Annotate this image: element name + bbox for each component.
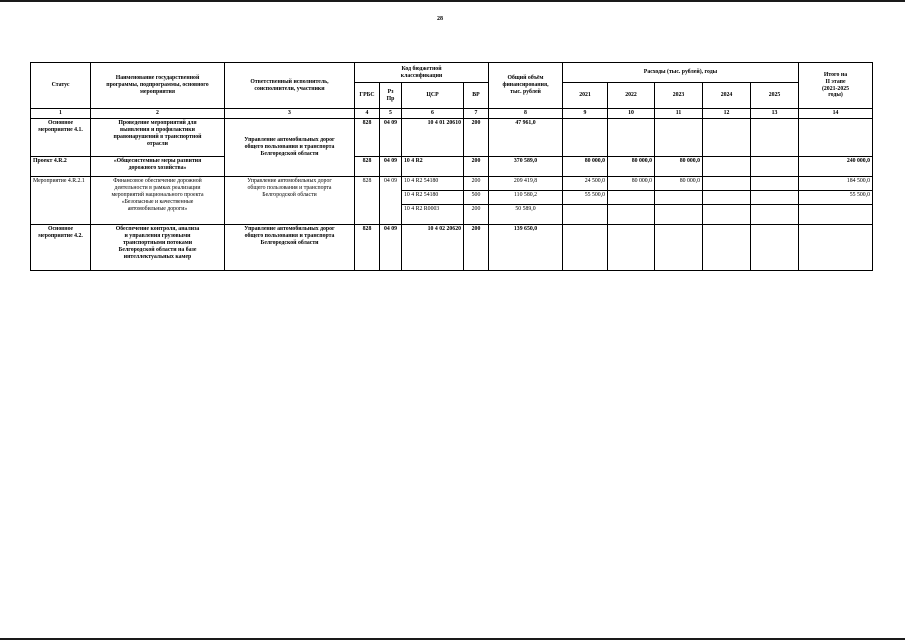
row-status: Проект 4.R.2 [31, 157, 91, 177]
row-2023 [655, 205, 703, 225]
row-vr: 200 [464, 205, 489, 225]
row-2025 [751, 157, 799, 177]
row-grbs: 828 [355, 157, 380, 177]
scan-edge-top [0, 0, 905, 2]
header-status: Статус [31, 63, 91, 109]
row-2023 [655, 191, 703, 205]
row-name: Проведение мероприятий для выявления и профилактики правонарушений в транспортной отрасли [91, 119, 225, 157]
header-year-2021: 2021 [563, 83, 608, 109]
header-csr: ЦСР [402, 83, 464, 109]
header-year-2024: 2024 [703, 83, 751, 109]
row-total: 370 589,0 [489, 157, 563, 177]
row-stage-total [799, 205, 873, 225]
row-2024 [703, 177, 751, 191]
header-executor: Ответственный исполнитель, соисполнители, участники [225, 63, 355, 109]
row-total: 50 589,0 [489, 205, 563, 225]
header-year-2025: 2025 [751, 83, 799, 109]
column-number: 4 [355, 109, 380, 119]
table-row [31, 177, 873, 191]
row-2024 [703, 157, 751, 177]
row-executor: Управление автомобильных дорог общего пользования и транспорта Белгородской области [225, 177, 355, 225]
row-grbs: 828 [355, 225, 380, 271]
row-total: 110 580,2 [489, 191, 563, 205]
row-2023 [655, 225, 703, 271]
header-vr: ВР [464, 83, 489, 109]
row-total: 139 650,0 [489, 225, 563, 271]
row-vr: 200 [464, 177, 489, 191]
row-2023: 80 000,0 [655, 177, 703, 191]
row-total: 47 961,0 [489, 119, 563, 157]
column-number: 5 [380, 109, 402, 119]
row-vr: 200 [464, 119, 489, 157]
page-number: 28 [437, 16, 443, 22]
row-2025 [751, 225, 799, 271]
row-grbs: 828 [355, 119, 380, 157]
row-csr: 10 4 R2 R0003 [402, 205, 464, 225]
row-name: Обеспечение контроля, анализа и управления грузовыми транспортными потоками Белгородской области на базе интеллектуальных камер [91, 225, 225, 271]
table-row [31, 225, 873, 271]
row-csr: 10 4 R2 [402, 157, 464, 177]
row-status: Основное мероприятие 4.1. [31, 119, 91, 157]
column-number: 6 [402, 109, 464, 119]
column-number: 13 [751, 109, 799, 119]
budget-table [30, 62, 873, 271]
row-2024 [703, 225, 751, 271]
row-csr: 10 4 R2 54180 [402, 177, 464, 191]
row-name: «Общесистемные меры развития дорожного хозяйства» [91, 157, 225, 177]
row-2025 [751, 119, 799, 157]
row-vr: 500 [464, 191, 489, 205]
row-2022: 80 000,0 [608, 177, 655, 191]
header-stage-total: Итого на II этапе (2021-2025 годы) [799, 63, 873, 109]
row-csr: 10 4 01 20610 [402, 119, 464, 157]
header-year-2022: 2022 [608, 83, 655, 109]
row-csr: 10 4 R2 54180 [402, 191, 464, 205]
table-row [31, 119, 873, 157]
row-2022 [608, 225, 655, 271]
row-grbs: 828 [355, 177, 380, 225]
header-rz-pr: Рз Пр [380, 83, 402, 109]
row-2021: 24 500,0 [563, 177, 608, 191]
row-2025 [751, 191, 799, 205]
row-2023 [655, 119, 703, 157]
column-number: 9 [563, 109, 608, 119]
header-program-name: Наименование государственной программы, подпрограммы, основного мероприятия [91, 63, 225, 109]
column-number: 12 [703, 109, 751, 119]
row-status: Мероприятие 4.R.2.1 [31, 177, 91, 225]
row-2022 [608, 119, 655, 157]
column-number: 11 [655, 109, 703, 119]
row-2024 [703, 205, 751, 225]
row-executor: Управление автомобильных дорог общего пользования и транспорта Белгородской области [225, 119, 355, 177]
row-vr: 200 [464, 225, 489, 271]
header-year-2023: 2023 [655, 83, 703, 109]
row-vr: 200 [464, 157, 489, 177]
row-stage-total [799, 119, 873, 157]
row-2024 [703, 191, 751, 205]
column-number: 7 [464, 109, 489, 119]
row-2022 [608, 205, 655, 225]
row-stage-total: 240 000,0 [799, 157, 873, 177]
row-stage-total: 184 500,0 [799, 177, 873, 191]
row-2021 [563, 119, 608, 157]
row-total: 209 419,8 [489, 177, 563, 191]
header-expenses: Расходы (тыс. рублей), годы [563, 63, 799, 83]
column-number-row [31, 109, 873, 119]
row-2021 [563, 205, 608, 225]
row-name: Финансовое обеспечение дорожной деятельности в рамках реализации мероприятий национального проекта «Безопасные и качественные автомобильные дороги» [91, 177, 225, 225]
header-grbs: ГРБС [355, 83, 380, 109]
row-rzpr: 04 09 [380, 177, 402, 225]
row-2021: 55 500,0 [563, 191, 608, 205]
row-2025 [751, 177, 799, 191]
column-number: 1 [31, 109, 91, 119]
row-executor: Управление автомобильных дорог общего пользования и транспорта Белгородской области [225, 225, 355, 271]
row-2022 [608, 191, 655, 205]
column-number: 14 [799, 109, 873, 119]
row-rzpr: 04 09 [380, 119, 402, 157]
row-2024 [703, 119, 751, 157]
row-rzpr: 04 09 [380, 225, 402, 271]
row-2025 [751, 205, 799, 225]
header-total-funding: Общий объём финансирования, тыс. рублей [489, 63, 563, 109]
row-stage-total [799, 225, 873, 271]
column-number: 2 [91, 109, 225, 119]
table-row [31, 157, 873, 177]
row-2022: 80 000,0 [608, 157, 655, 177]
row-2021 [563, 225, 608, 271]
row-2023: 80 000,0 [655, 157, 703, 177]
header-budget-code: Код бюджетной классификации [355, 63, 489, 83]
row-stage-total: 55 500,0 [799, 191, 873, 205]
row-csr: 10 4 02 20620 [402, 225, 464, 271]
row-2021: 80 000,0 [563, 157, 608, 177]
column-number: 10 [608, 109, 655, 119]
row-status: Основное мероприятие 4.2. [31, 225, 91, 271]
column-number: 3 [225, 109, 355, 119]
column-number: 8 [489, 109, 563, 119]
row-rzpr: 04 09 [380, 157, 402, 177]
